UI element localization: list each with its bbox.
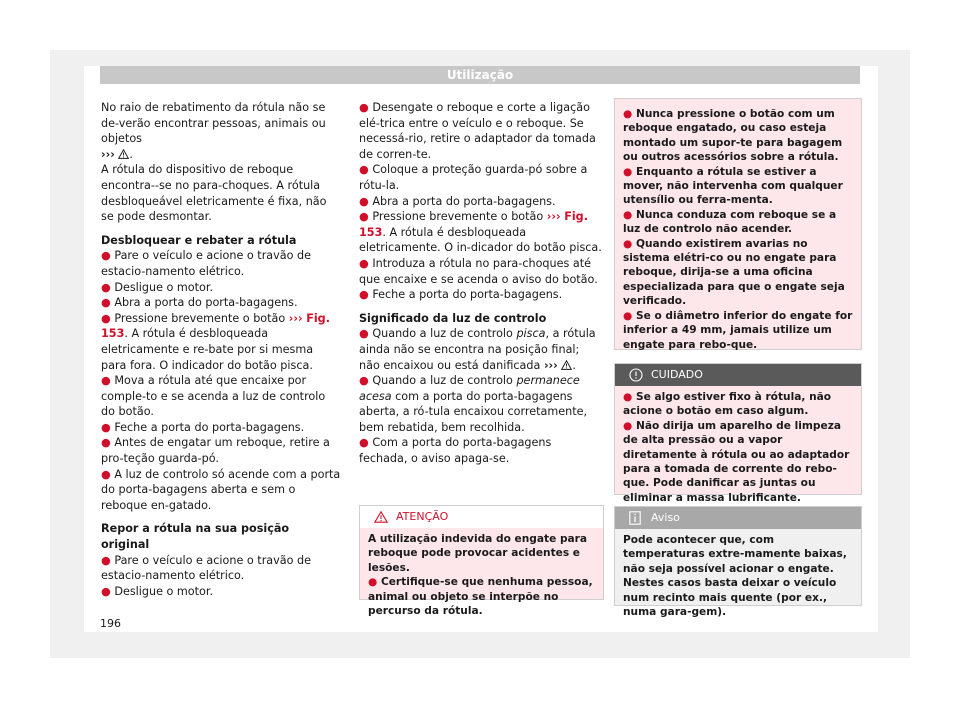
bullet-icon: ● xyxy=(101,436,111,450)
list-text: Pare o veículo e acione o travão de estacio-namento elétrico. xyxy=(101,249,312,278)
bullet-icon: ● xyxy=(359,256,369,270)
bullet-icon: ● xyxy=(623,309,633,322)
list-text: Nunca conduza com reboque se a luz de controlo não acender. xyxy=(623,208,837,236)
list-item xyxy=(101,420,341,436)
attention-box xyxy=(359,505,604,618)
list-item xyxy=(623,419,853,505)
list-text: Abra a porta do porta-bagagens. xyxy=(372,194,556,208)
warning-triangle-icon xyxy=(561,360,572,370)
note-title: Aviso xyxy=(651,511,680,524)
list-item xyxy=(101,280,341,296)
bullet-icon: ● xyxy=(359,194,369,208)
list-item xyxy=(101,467,341,514)
list-text: Certifique-se que nenhuma pessoa, animal ou objeto se interpõe no percurso da rótula. xyxy=(368,576,593,618)
intro-text: No raio de rebatimento da rótula não se de-verão encontrar pessoas, animais ou objetos xyxy=(101,101,326,146)
bullet-icon: ● xyxy=(623,419,633,432)
attention-title-bar xyxy=(360,506,603,528)
caution-box xyxy=(614,363,862,504)
list-text: Desligue o motor. xyxy=(114,584,214,598)
list-text: A luz de controlo só acende com a porta do porta-bagagens aberta e sem o reboque en-gatado. xyxy=(101,467,341,512)
list-text: Se o diâmetro inferior do engate for inferior a 49 mm, jamais utilize um engate para rebo-que. xyxy=(623,309,853,351)
bullet-icon: ● xyxy=(359,210,369,224)
caution-title-bar xyxy=(615,364,861,386)
list-item xyxy=(368,575,595,618)
list-item xyxy=(359,209,602,256)
list-text: Antes de engatar um reboque, retire a pro-teção guarda-pó. xyxy=(101,436,330,466)
list-text: Desligue o motor. xyxy=(114,280,214,294)
list-item xyxy=(101,584,341,600)
bullet-icon: ● xyxy=(368,576,378,589)
bullet-icon: ● xyxy=(101,280,111,294)
heading-light-meaning: Significado da luz de controlo xyxy=(359,311,547,325)
list-item xyxy=(623,390,853,419)
chevron-icon: ››› xyxy=(543,358,558,372)
bullet-icon: ● xyxy=(101,311,111,325)
info-circle-icon xyxy=(629,368,643,382)
list-item xyxy=(623,208,853,237)
note-box xyxy=(614,506,862,619)
column-2 xyxy=(359,100,602,467)
bullet-icon: ● xyxy=(101,467,111,481)
intro-paragraph xyxy=(101,100,341,162)
list-text: Pressione brevemente o botão xyxy=(372,210,544,224)
list-item xyxy=(359,100,602,162)
list-text: , a rótula ainda não se encontra na posição final; não encaixou ou está danificada xyxy=(359,327,596,372)
list-text: Se algo estiver fixo à rótula, não acione o botão em caso algum. xyxy=(623,391,832,418)
bullet-icon: ● xyxy=(101,374,111,388)
list-item xyxy=(359,287,602,303)
list-item xyxy=(101,311,341,373)
emphasis-text: permanece acesa xyxy=(359,374,580,403)
bullet-icon: ● xyxy=(359,374,369,388)
list-text: Quando a luz de controlo xyxy=(372,374,513,388)
note-body xyxy=(615,529,861,625)
list-item xyxy=(359,194,602,210)
list-text: Desengate o reboque e corte a ligação elé-trica entre o veículo e o reboque. Se necessá-rio, retire o adaptador da tomada de corren-te. xyxy=(359,101,596,161)
list-text: Não dirija um aparelho de limpeza de alta pressão ou a vapor diretamente à rótula ou ao adaptador para a tomada de corrente do rebo-que. Pode danificar as juntas ou eliminar a massa lubrificante. xyxy=(623,419,850,504)
list-item xyxy=(623,309,853,352)
chevron-icon: ››› xyxy=(288,311,303,325)
list-text: . A rótula é desbloqueada eletricamente. O in-dicador do botão pisca. xyxy=(359,225,602,255)
warning-triangle-icon xyxy=(118,149,129,159)
list-text: Feche a porta do porta-bagagens. xyxy=(372,288,563,302)
intro-tail: . xyxy=(129,147,133,161)
heading-restore: Repor a rótula na sua posição original xyxy=(101,522,290,552)
list-text: . A rótula é desbloqueada eletricamente e re-bate por si mesma para fora. O indicador do botão pisca. xyxy=(101,327,314,372)
warning-body xyxy=(615,99,861,358)
list-text: Coloque a proteção guarda-pó sobre a rótu-la. xyxy=(359,163,588,192)
list-item xyxy=(359,256,602,287)
attention-body xyxy=(360,528,603,624)
column-1 xyxy=(101,100,341,599)
list-text: Pressione brevemente o botão xyxy=(114,311,286,325)
list-item xyxy=(623,237,853,309)
list-text: com a porta do porta-bagagens aberta, a ró-tula encaixou corretamente, bem rebatida, bem recolhida. xyxy=(359,389,588,434)
bullet-icon: ● xyxy=(359,163,369,177)
bullet-icon: ● xyxy=(623,237,633,250)
figure-link[interactable]: Fig. 153 xyxy=(359,210,588,239)
bullet-icon: ● xyxy=(101,420,111,434)
list-text: Introduza a rótula no para-choques até que encaixe e se acenda o aviso do botão. xyxy=(359,256,598,286)
emphasis-text: pisca xyxy=(516,327,546,341)
note-title-bar xyxy=(615,507,861,529)
list-text: Com a porta do porta-bagagens fechada, o aviso apaga-se. xyxy=(359,436,552,466)
list-text: Mova a rótula até que encaixe por comple-to e se acenda a luz de controlo do botão. xyxy=(101,374,326,419)
page-number: 196 xyxy=(100,617,121,630)
list-text: Quando a luz de controlo xyxy=(372,327,513,341)
list-text: Abra a porta do porta-bagagens. xyxy=(114,296,298,310)
chevron-icon: ››› xyxy=(546,210,561,224)
bullet-icon: ● xyxy=(359,327,369,341)
list-text: Pare o veículo e acione o travão de estacio-namento elétrico. xyxy=(101,553,312,583)
attention-title: ATENÇÃO xyxy=(396,510,449,523)
bullet-icon: ● xyxy=(359,436,369,450)
list-item: ● Quando a luz de controlo pisca, a rótula ainda não se encontra na posição final; não encaixou ou está danificada ››› . xyxy=(359,327,596,372)
list-item xyxy=(359,162,602,193)
bullet-icon: ● xyxy=(623,391,633,403)
list-item xyxy=(623,107,853,165)
bullet-icon: ● xyxy=(101,296,111,310)
figure-link[interactable]: Fig. 153 xyxy=(101,311,330,341)
info-note-icon xyxy=(629,511,641,525)
heading-unlock: Desbloquear e rebater a rótula xyxy=(101,233,297,247)
list-text: Feche a porta do porta-bagagens. xyxy=(114,420,305,434)
list-item xyxy=(101,435,341,466)
caution-title: CUIDADO xyxy=(651,368,703,381)
bullet-icon: ● xyxy=(623,165,633,178)
bullet-icon: ● xyxy=(101,584,111,598)
list-text: Nunca pressione o botão com um reboque engatado, ou caso esteja montado um supor-te para bagagem ou outros acessórios sobre a rótula. xyxy=(623,108,843,164)
bullet-icon: ● xyxy=(101,553,111,567)
section-header: Utilização xyxy=(100,66,860,84)
warning-continuation-box xyxy=(614,98,862,350)
bullet-icon: ● xyxy=(359,101,369,114)
list-item xyxy=(623,165,853,208)
bullet-icon: ● xyxy=(623,108,633,120)
list-item xyxy=(101,373,341,420)
chevron-icon: ››› xyxy=(101,147,115,161)
list-item xyxy=(359,373,602,435)
bullet-icon: ● xyxy=(101,249,111,263)
bullet-icon: ● xyxy=(359,288,369,302)
attention-intro: A utilização indevida do engate para reboque pode provocar acidentes e lesões. xyxy=(368,533,588,574)
list-item xyxy=(101,248,341,279)
description-paragraph: A rótula do dispositivo de reboque encontra--se no para-choques. A rótula desbloqueável eletricamente é fixa, não se pode desmontar. xyxy=(101,163,327,224)
warning-triangle-icon xyxy=(374,511,388,523)
list-text: Quando existirem avarias no sistema elétri-co ou no engate para reboque, dirija-se a uma oficina especializada para que o engate seja verificado. xyxy=(623,237,845,308)
list-item xyxy=(359,435,602,466)
list-item xyxy=(101,553,341,584)
bullet-icon: ● xyxy=(623,208,633,221)
list-item xyxy=(101,295,341,311)
caution-body xyxy=(615,386,861,511)
list-text: Enquanto a rótula se estiver a mover, não intervenha com qualquer utensílio ou ferra-menta. xyxy=(623,165,843,207)
note-text: Pode acontecer que, com temperaturas extre-mamente baixas, não seja possível acionar o engate. Nestes casos basta deixar o veículo num recinto mais quente (por ex., numa gara-gem). xyxy=(623,534,847,619)
